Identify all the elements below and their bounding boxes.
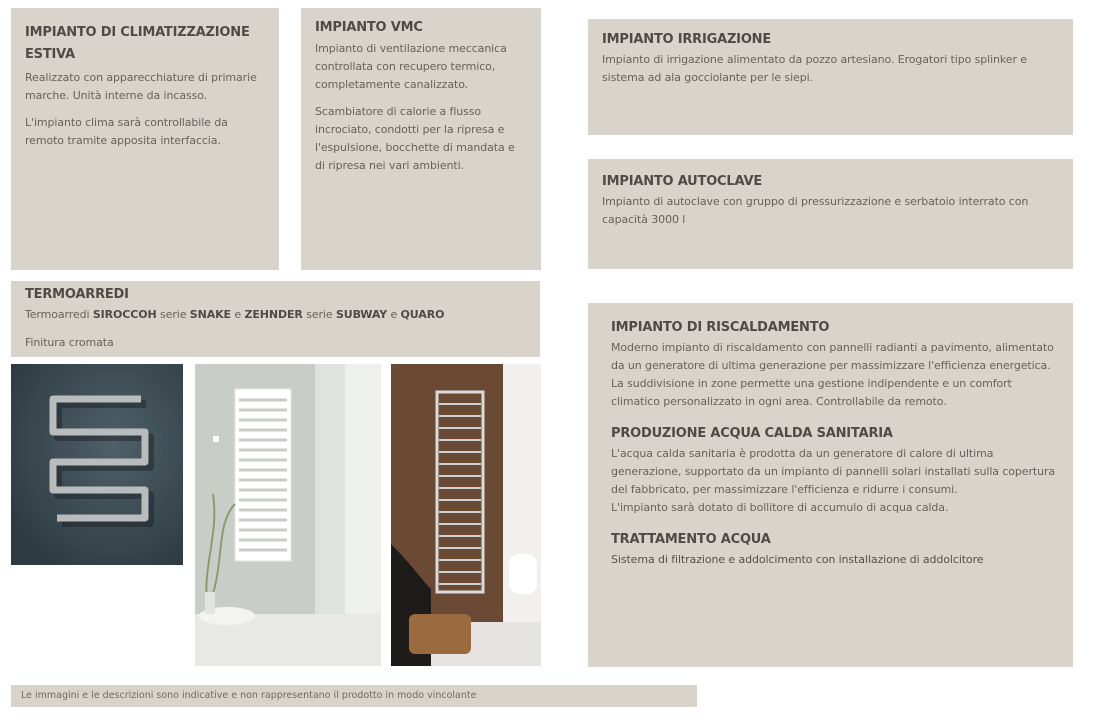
text-and: e [234,308,242,321]
card-irrigazione [588,19,1073,135]
card-text [602,51,1059,87]
model-name: SUBWAY [335,308,388,321]
paragraph: L'acqua calda sanitaria è prodotta da un generatore di calore di ultima generazione, supportato da un impianto di pannelli solari installati sulla copertura del fabbricato, per massimizzare l'efficienza e ridurre i consumi. [611,447,1056,496]
paragraph: Moderno impianto di riscaldamento con pannelli radianti a pavimento, alimentato da un generatore di ultima generazione per massimizzare l'efficienza energetica. La suddivisione in zone permette una gestione indipendente e un comfort climatico personalizzato in ogni area. Controllabile da remoto. [611,341,1054,408]
card-text [315,40,527,175]
photo-snake-radiator [11,364,183,565]
brand-name: SIROCCOH [92,308,157,321]
card-climatizzazione [11,8,279,270]
model-name: SNAKE [189,308,231,321]
termoarredi-brands [25,306,526,324]
card-title: IMPIANTO VMC [315,20,423,35]
card-termoarredi [11,281,540,357]
paragraph: Scambiatore di calorie a flusso incrociato, condotti per la ripresa e l'espulsione, bocchette di mandata e di ripresa nei vari ambienti. [315,105,515,172]
photo-chrome-radiator [391,364,541,666]
card-title: IMPIANTO AUTOCLAVE [602,174,763,189]
paragraph: Impianto di irrigazione alimentato da pozzo artesiano. Erogatori tipo splinker e sistema ad ala gocciolante per le siepi. [602,53,1027,84]
section-title: PRODUZIONE ACQUA CALDA SANITARIA [611,426,893,441]
text-serie: serie [160,308,187,321]
card-vmc [301,8,541,270]
card-text [602,193,1059,229]
text-and: e [390,308,398,321]
card-autoclave [588,159,1073,269]
card-title: IMPIANTO IRRIGAZIONE [602,32,772,47]
card-text [611,551,1061,569]
paragraph: L'impianto sarà dotato di bollitore di accumulo di acqua calda. [611,501,949,514]
paragraph: Impianto di autoclave con gruppo di pressurizzazione e serbatoio interrato con capacità 3000 l [602,195,1029,226]
card-title: TERMOARREDI [25,287,129,302]
card-title: IMPIANTO DI RISCALDAMENTO [611,320,830,335]
brand-name: ZEHNDER [244,308,303,321]
text-serie: serie [306,308,333,321]
card-text [611,445,1061,517]
disclaimer-text: Le immagini e le descrizioni sono indicative e non rappresentano il prodotto in modo vincolante [21,690,477,701]
section-title: TRATTAMENTO ACQUA [611,532,771,547]
card-riscaldamento [588,303,1073,667]
card-text [611,339,1061,411]
photo-white-radiator [195,364,381,666]
finish-text: Finitura cromata [25,336,114,349]
paragraph: Realizzato con apparecchiature di primarie marche. Unità interne da incasso. [25,71,257,102]
paragraph: L'impianto clima sarà controllabile da remoto tramite apposita interfaccia. [25,116,228,147]
card-text [25,306,526,352]
card-text [25,69,265,150]
disclaimer-bar [11,685,697,707]
paragraph: Sistema di filtrazione e addolcimento con installazione di addolcitore [611,553,984,566]
paragraph: Impianto di ventilazione meccanica controllata con recupero termico, completamente canalizzato. [315,42,507,91]
card-title: IMPIANTO DI CLIMATIZZAZIONE ESTIVA [25,25,250,62]
text-prefix: Termoarredi [25,308,90,321]
model-name: QUARO [400,308,445,321]
